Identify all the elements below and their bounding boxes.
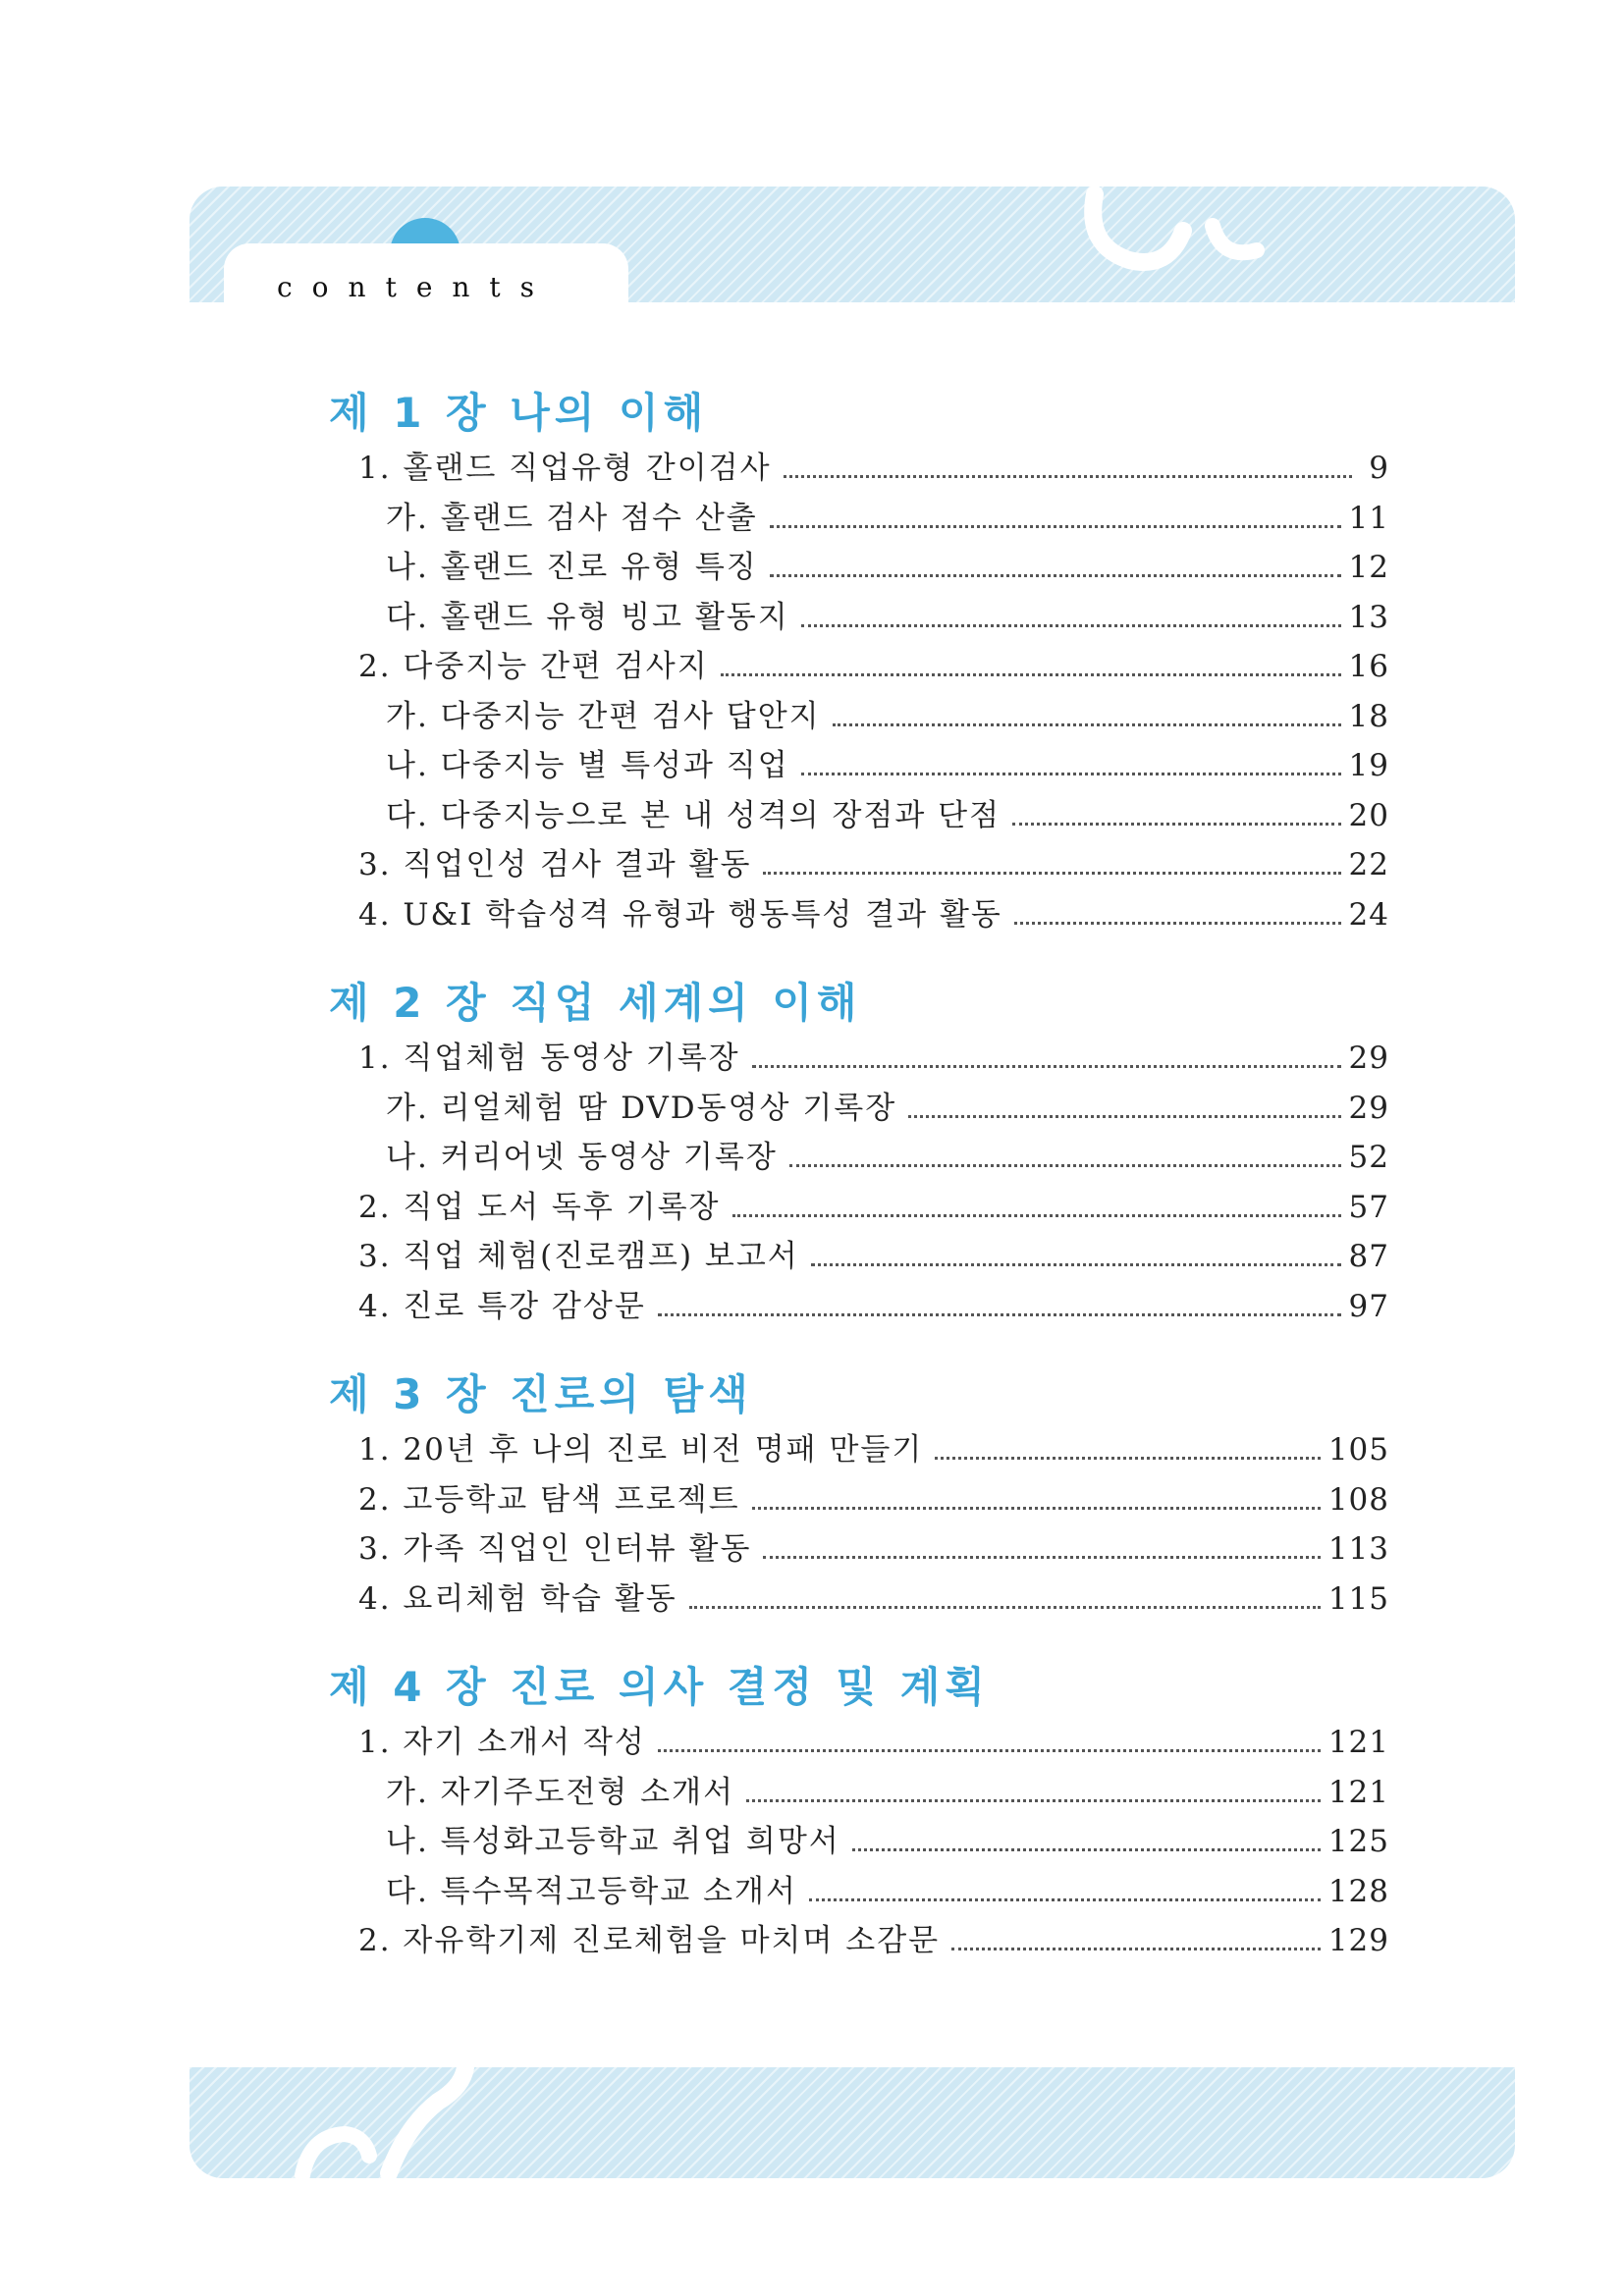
dot-leader — [784, 475, 1352, 478]
dot-leader — [752, 1065, 1341, 1068]
page-number: 97 — [1348, 1288, 1389, 1324]
entry-title: 1. 직업체험 동영상 기록장 — [358, 1041, 740, 1076]
toc-entry[interactable] — [329, 642, 1389, 692]
table-of-contents — [329, 383, 1389, 1966]
entry-title: 다. 홀랜드 유형 빙고 활동지 — [386, 599, 789, 635]
toc-entry[interactable] — [329, 741, 1389, 791]
toc-entry[interactable] — [329, 543, 1389, 593]
toc-entry[interactable] — [329, 1425, 1389, 1475]
chapter-title: 제 4 장 진로 의사 결정 및 계획 — [329, 1663, 990, 1711]
page-number: 11 — [1348, 500, 1389, 536]
chapter-title: 제 2 장 직업 세계의 이해 — [329, 979, 862, 1027]
toc-entry[interactable] — [329, 1084, 1389, 1134]
dot-leader — [852, 1848, 1321, 1851]
toc-entry[interactable] — [329, 890, 1389, 940]
toc-entry[interactable] — [329, 1475, 1389, 1525]
dot-leader — [1012, 823, 1340, 826]
entry-title: 나. 다중지능 별 특성과 직업 — [386, 748, 789, 783]
dot-leader — [801, 773, 1341, 775]
dot-leader — [746, 1799, 1321, 1802]
contents-label: contents — [277, 271, 555, 303]
dot-leader — [1014, 922, 1341, 925]
entry-title: 4. 진로 특강 감상문 — [358, 1288, 646, 1324]
toc-entry[interactable] — [329, 1524, 1389, 1575]
toc-entry[interactable] — [329, 1034, 1389, 1084]
entry-title: 3. 가족 직업인 인터뷰 활동 — [358, 1531, 752, 1567]
toc-entry[interactable] — [329, 1183, 1389, 1233]
page-number: 57 — [1348, 1189, 1389, 1225]
dot-leader — [658, 1749, 1321, 1752]
toc-entry[interactable] — [329, 1768, 1389, 1818]
page-number: 24 — [1348, 896, 1389, 933]
dot-leader — [658, 1313, 1341, 1316]
page-number: 113 — [1327, 1531, 1389, 1567]
page-number: 87 — [1348, 1239, 1389, 1274]
toc-entry[interactable] — [329, 840, 1389, 890]
toc-entry[interactable] — [329, 593, 1389, 643]
chapter-4 — [329, 1657, 1389, 1966]
page-number: 105 — [1327, 1432, 1389, 1468]
page-number: 12 — [1348, 550, 1389, 585]
page-number: 22 — [1348, 847, 1389, 882]
section-spacer — [329, 939, 1389, 973]
page-number: 9 — [1369, 451, 1389, 486]
toc-entry[interactable] — [329, 791, 1389, 841]
dot-leader — [721, 673, 1341, 676]
toc-entry[interactable] — [329, 1718, 1389, 1768]
toc-entry[interactable] — [329, 444, 1389, 494]
chapter-2 — [329, 973, 1389, 1331]
dot-leader — [789, 1164, 1341, 1167]
toc-entry[interactable] — [329, 1867, 1389, 1917]
dot-leader — [763, 872, 1340, 875]
dot-leader — [908, 1115, 1340, 1118]
dot-leader — [752, 1507, 1321, 1510]
entry-title: 나. 특성화고등학교 취업 희망서 — [386, 1824, 840, 1859]
page-number: 16 — [1348, 649, 1389, 684]
dot-leader — [770, 525, 1341, 528]
page-number: 129 — [1327, 1923, 1389, 1958]
chapter-1 — [329, 383, 1389, 939]
entry-title: 가. 자기주도전형 소개서 — [386, 1774, 735, 1810]
entry-title: 나. 커리어넷 동영상 기록장 — [386, 1140, 778, 1175]
page-number: 115 — [1327, 1580, 1389, 1617]
entry-title: 2. 고등학교 탐색 프로젝트 — [358, 1481, 740, 1518]
entry-title: 2. 다중지능 간편 검사지 — [358, 649, 709, 684]
chapter-title: 제 1 장 나의 이해 — [329, 389, 709, 437]
page-number: 29 — [1348, 1041, 1389, 1076]
page-number: 18 — [1348, 698, 1389, 734]
dot-leader — [935, 1457, 1321, 1460]
toc-entry[interactable] — [329, 1133, 1389, 1183]
chapter-title: 제 3 장 진로의 탐색 — [329, 1370, 753, 1418]
dot-leader — [689, 1606, 1321, 1609]
page-number: 128 — [1327, 1873, 1389, 1909]
chapter-3 — [329, 1364, 1389, 1624]
toc-entry[interactable] — [329, 692, 1389, 742]
swirl-decoration-bottom — [291, 2067, 507, 2178]
toc-entry[interactable] — [329, 1817, 1389, 1867]
entry-title: 2. 직업 도서 독후 기록장 — [358, 1189, 721, 1225]
entry-title: 나. 홀랜드 진로 유형 특징 — [386, 550, 758, 585]
toc-entry[interactable] — [329, 1916, 1389, 1966]
dot-leader — [811, 1263, 1341, 1266]
toc-entry[interactable] — [329, 494, 1389, 544]
page-number: 52 — [1348, 1140, 1389, 1175]
toc-entry[interactable] — [329, 1282, 1389, 1332]
swirl-decoration-top — [1075, 187, 1321, 294]
page-number: 125 — [1327, 1824, 1389, 1859]
page-number: 121 — [1327, 1725, 1389, 1760]
section-spacer — [329, 1624, 1389, 1657]
page-number: 19 — [1348, 748, 1389, 783]
dot-leader — [951, 1948, 1321, 1950]
entry-title: 1. 홀랜드 직업유형 간이검사 — [358, 451, 772, 486]
section-spacer — [329, 1331, 1389, 1364]
page-number: 29 — [1348, 1090, 1389, 1126]
entry-title: 가. 홀랜드 검사 점수 산출 — [386, 500, 758, 536]
entry-title: 1. 20년 후 나의 진로 비전 명패 만들기 — [358, 1432, 924, 1468]
page-number: 121 — [1327, 1774, 1389, 1810]
dot-leader — [763, 1556, 1320, 1559]
entry-title: 가. 리얼체험 땀 DVD동영상 기록장 — [386, 1090, 897, 1126]
dot-leader — [770, 574, 1341, 577]
dot-leader — [809, 1898, 1321, 1901]
page-number: 13 — [1348, 599, 1389, 635]
entry-title: 다. 다중지능으로 본 내 성격의 장점과 단점 — [386, 797, 1001, 833]
entry-title: 2. 자유학기제 진로체험을 마치며 소감문 — [358, 1923, 941, 1958]
dot-leader — [833, 723, 1341, 726]
entry-title: 3. 직업 체험(진로캠프) 보고서 — [358, 1239, 799, 1274]
entry-title: 4. 요리체험 학습 활동 — [358, 1580, 677, 1617]
toc-entry[interactable] — [329, 1232, 1389, 1282]
entry-title: 3. 직업인성 검사 결과 활동 — [358, 847, 752, 882]
entry-title: 다. 특수목적고등학교 소개서 — [386, 1873, 797, 1909]
dot-leader — [732, 1214, 1341, 1217]
page-number: 20 — [1348, 797, 1389, 833]
dot-leader — [801, 624, 1341, 627]
toc-entry[interactable] — [329, 1575, 1389, 1625]
page-number: 108 — [1327, 1481, 1389, 1518]
entry-title: 가. 다중지능 간편 검사 답안지 — [386, 698, 821, 734]
entry-title: 4. U&I 학습성격 유형과 행동특성 결과 활동 — [358, 896, 1002, 933]
entry-title: 1. 자기 소개서 작성 — [358, 1725, 646, 1760]
